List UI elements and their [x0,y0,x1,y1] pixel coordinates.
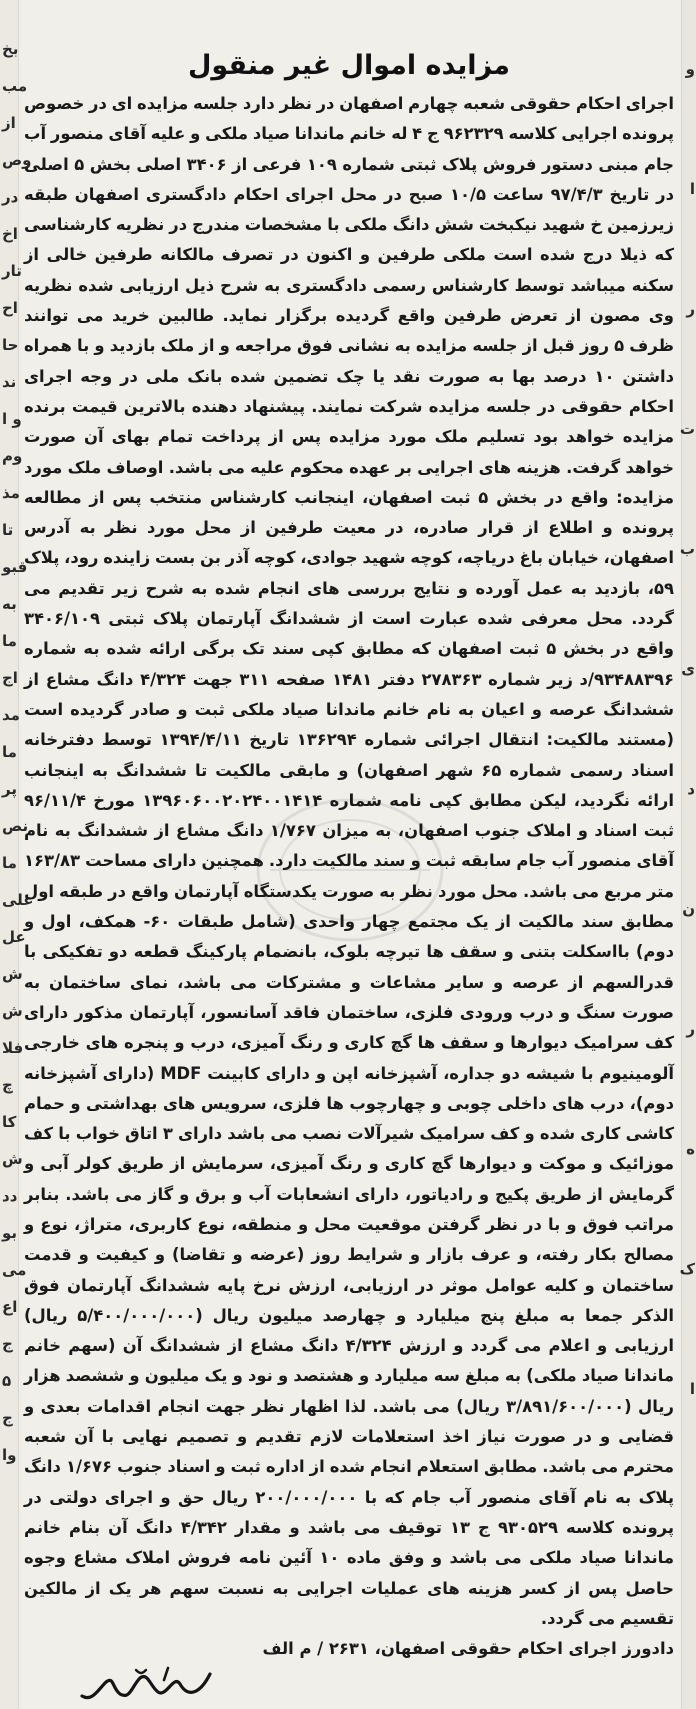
neighbor-text-fragment: وم [2,447,23,465]
neighbor-text-fragment: اخ [2,225,18,243]
neighbor-text-fragment: حا [2,336,19,354]
neighbor-text-fragment: پر [2,780,17,798]
notice-footer: دادورز اجرای احکام حقوقی اصفهان، ۲۶۳۱ / م الف [262,1639,674,1659]
notice-body: اجرای احکام حقوقی شعبه چهارم اصفهان در نظر دارد جلسه مزایده ای در خصوص پرونده اجرایی کلاسه ۹۶۲۳۲۹ ج ۴ له خانم ماندانا صیاد ملکی و علیه آقای منصور آب جام مبنی دستور فروش پلاک ثبتی شماره ۱۰۹ فرعی از ۳۴۰۶ اصلی بخش ۵ اصلی در تاریخ ۹۷/۴/۳ ساعت ۱۰/۵ صبح در محل اجرای احکام دادگستری اصفهان طبقه زیرزمین خ شهید نیکبخت شش دانگ ملکی با مشخصات مندرج در نظریه کارشناسی که ذیلا درج شده است ملکی طرفین و اکنون در تصرف مالکانه طرفین خالی از سکنه میباشد توسط کارشناس رسمی دادگستری به شرح ذیل ارزیابی شده نظریه وی مصون از تعرض طرفین واقع گردیده برگزار نماید. طالبین خرید می توانند ظرف ۵ روز قبل از جلسه مزایده به نشانی فوق مراجعه و از ملک بازدید و با همراه داشتن ۱۰ درصد بها به صورت نقد یا چک تضمین شده بانک ملی در وجه اجرای احکام حقوقی در جلسه مزایده شرکت نمایند. پیشنهاد دهنده بالاترین قیمت برنده مزایده خواهد بود تسلیم ملک مورد مزایده پس از پرداخت تمام بهای آن صورت خواهد گرفت. هزینه های اجرایی بر عهده محکوم علیه می باشد. اوصاف ملک مورد مزایده: واقع در بخش ۵ ثبت اصفهان، اینجانب کارشناس منتخب پس از مطالعه پرونده و اطلاع از قرار صادره، در معیت طرفین از محل مورد نظر به آدرس اصفهان، خیابان باغ دریاچه، کوچه شهید جوادی، کوچه آذر بن بست زاینده رود، پلاک ۵۹، بازدید به عمل آورده و نتایج بررسی های انجام شده به شرح زیر تقدیم می گردد. محل معرفی شده عبارت است از ششدانگ آپارتمان پلاک ثبتی ۳۴۰۶/۱۰۹ واقع در بخش ۵ ثبت اصفهان که مطابق کپی سند تک برگی ارائه شده به شماره ۹۳۴۸۸۳۹۶/د زیر شماره ۲۷۸۳۶۳ دفتر ۱۴۸۱ صفحه ۳۱۱ جهت ۴/۳۲۴ دانگ مشاع از ششدانگ عرصه و اعیان به نام خانم ماندانا صیاد ملکی ثبت و صادر گردیده است (مستند مالکیت: انتقال اجرائی شماره ۱۳۶۲۹۴ تاریخ ۱۳۹۴/۴/۱۱ توسط دفترخانه اسناد رسمی شماره ۶۵ شهر اصفهان) و مابقی مالکیت تا ششدانگ به اینجانب ارائه نگردید، لیکن مطابق کپی نامه شماره ۱۳۹۶۰۶۰۰۲۰۲۴۰۰۱۴۱۴ مورخ ۹۶/۱۱/۴ ثبت اسناد و املاک جنوب اصفهان، به میزان ۱/۷۶۷ دانگ مشاع از ششدانگ به نام آقای منصور آب جام سابقه ثبت و سند مالکیت دارد. همچنین دارای مساحت ۱۶۳/۸۳ متر مربع می باشد. محل مورد نظر به صورت یکدستگاه آپارتمان واقع در طبقه اول مطابق سند مالکیت از یک مجتمع چهار واحدی (شامل طبقات ۶۰- همکف، اول و دوم) بااسکلت بتنی و سقف ها تیرچه بلوک، بانضمام پارکینگ قطعه دو تفکیکی با قدرالسهم از عرصه و سایر مشاعات و مشترکات می باشد، نمای ساختمان به صورت سنگ و درب ورودی فلزی، ساختمان فاقد آسانسور، آپارتمان مذکور دارای کف سرامیک دیوارها و سقف ها گچ کاری و رنگ آمیزی، درب و پنجره های خارجی آلومینیوم با شیشه دو جداره، آشپزخانه اپن و دارای کابینت MDF (دارای آشپزخانه دوم)، درب های داخلی چوبی و چهارچوب ها فلزی، سرویس های بهداشتی و حمام کاشی کاری شده و کف سرامیک شیرآلات نصب می باشد دارای ۳ اتاق خواب با کف موزائیک و موکت و دیوارها گچ کاری و رنگ آمیزی، سرمایش از طریق کولر آبی و گرمایش از طریق پکیج و رادیاتور، دارای انشعابات آب و برق و گاز می باشد. بنابر مراتب فوق و با در نظر گرفتن موقعیت محل و منطقه، نوع کاربری، متراژ، نوع و مصالح بکار رفته، و عرف بازار و شرایط روز (عرضه و تقاضا) و کیفیت و قدمت ساختمان و کلیه عوامل موثر در ارزیابی، ارزش نرخ پایه ششدانگ آپارتمان فوق الذکر جمعا به مبلغ پنج میلیارد و چهارصد میلیون ریال (۵/۴۰۰/۰۰۰/۰۰۰ ریال) ارزیابی و اعلام می گردد و ارزش ۴/۳۲۴ دانگ مشاع از ششدانگ آن (سهم خانم ماندانا صیاد ملکی) به مبلغ سه میلیارد و هشتصد و نود و یک میلیون و ششصد هزار ریال (۳/۸۹۱/۶۰۰/۰۰۰ ریال) می باشد. لذا اظهار نظر جهت انجام اقدامات بعدی و قضایی و در صورت نیاز اخذ استعلامات لازم تقدیم و تصمیم نهایی با آن شعبه محترم می باشد. مطابق استعلام انجام شده از اداره ثبت و اسناد جنوب ۱/۶۷۶ دانگ پلاک به نام آقای منصور آب جام که با ۲۰۰/۰۰۰/۰۰۰ ریال حق و اجرای دولتی در پرونده کلاسه ۹۳۰۵۲۹ ج ۱۳ توقیف می باشد و مقدار ۴/۳۴۲ دانگ آن بنام خانم ماندانا صیاد ملکی می باشد و وفق ماده ۱۰ آئین نامه فروش املاک مشاع وجوه حاصل پس از کسر هزینه های عملیات اجرایی به نسبت سهم هر یک از مالکین تقسیم می گردد. [24,94,675,1628]
neighbor-text-fragment: از [2,114,16,132]
handwritten-signature [70,1664,220,1708]
neighbor-column-left [0,0,34,1709]
auction-notice [24,4,674,1664]
neighbor-text-fragment: تا [2,521,14,539]
neighbor-text-fragment: و ا [2,410,22,428]
neighbor-text-fragment: ش [2,1150,23,1168]
neighbor-text-fragment: قبو [2,558,28,576]
neighbor-text-fragment: تار [2,262,22,280]
neighbor-text-fragment: کا [2,1113,17,1131]
neighbor-text-fragment: ن [682,900,695,918]
neighbor-text-fragment: فلا [2,1039,24,1057]
neighbor-text-fragment: نص [2,817,29,835]
neighbor-text-fragment: ر [686,300,695,318]
neighbor-text-fragment: ا [689,180,695,198]
neighbor-text-fragment: دد [2,1187,18,1205]
neighbor-text-fragment: ج [2,1409,13,1427]
neighbor-text-fragment: بخ [2,40,19,58]
neighbor-text-fragment: مذ [2,484,20,502]
neighbor-text-fragment: علی [2,891,34,909]
neighbor-text-fragment: ما [2,743,17,761]
neighbor-column-right [681,0,696,1709]
neighbor-text-fragment: می [2,1261,27,1279]
neighbor-text-fragment: چ [2,1076,13,1094]
neighbor-text-fragment: ند [2,373,17,391]
neighbor-text-fragment: ت [679,420,695,438]
neighbor-text-fragment: اح [2,299,18,317]
neighbor-text-fragment: اج [2,669,18,687]
neighbor-text-fragment: ب [679,540,695,558]
neighbor-text-fragment: ه [686,1140,695,1158]
neighbor-text-fragment: ر [686,1020,695,1038]
neighbor-text-fragment: ی [681,660,695,678]
neighbor-text-fragment: بو [2,1224,18,1242]
neighbor-text-fragment: د [687,780,695,798]
neighbor-text-fragment: ج [2,1335,13,1353]
neighbor-text-fragment: ما [2,632,17,650]
neighbor-text-fragment: ش [2,1002,23,1020]
neighbor-text-fragment: ما [2,854,17,872]
neighbor-text-fragment: اع [2,1298,18,1316]
neighbor-text-fragment: وص [2,151,32,169]
neighbor-text-fragment: ک [679,1260,695,1278]
neighbor-text-fragment: به [2,595,17,613]
neighbor-text-fragment: ۵ [2,1372,12,1390]
neighbor-text-fragment: و [685,60,695,78]
neighbor-text-fragment: ش [2,965,23,983]
neighbor-text-fragment: در [2,188,19,206]
notice-title: مزایده اموال غیر منقول [187,50,510,81]
neighbor-text-fragment: ا [689,1380,695,1398]
neighbor-text-fragment: مد [2,706,20,724]
neighbor-text-fragment: وا [2,1446,17,1464]
neighbor-text-fragment: عل [2,928,26,946]
neighbor-text-fragment: مب [2,77,28,95]
